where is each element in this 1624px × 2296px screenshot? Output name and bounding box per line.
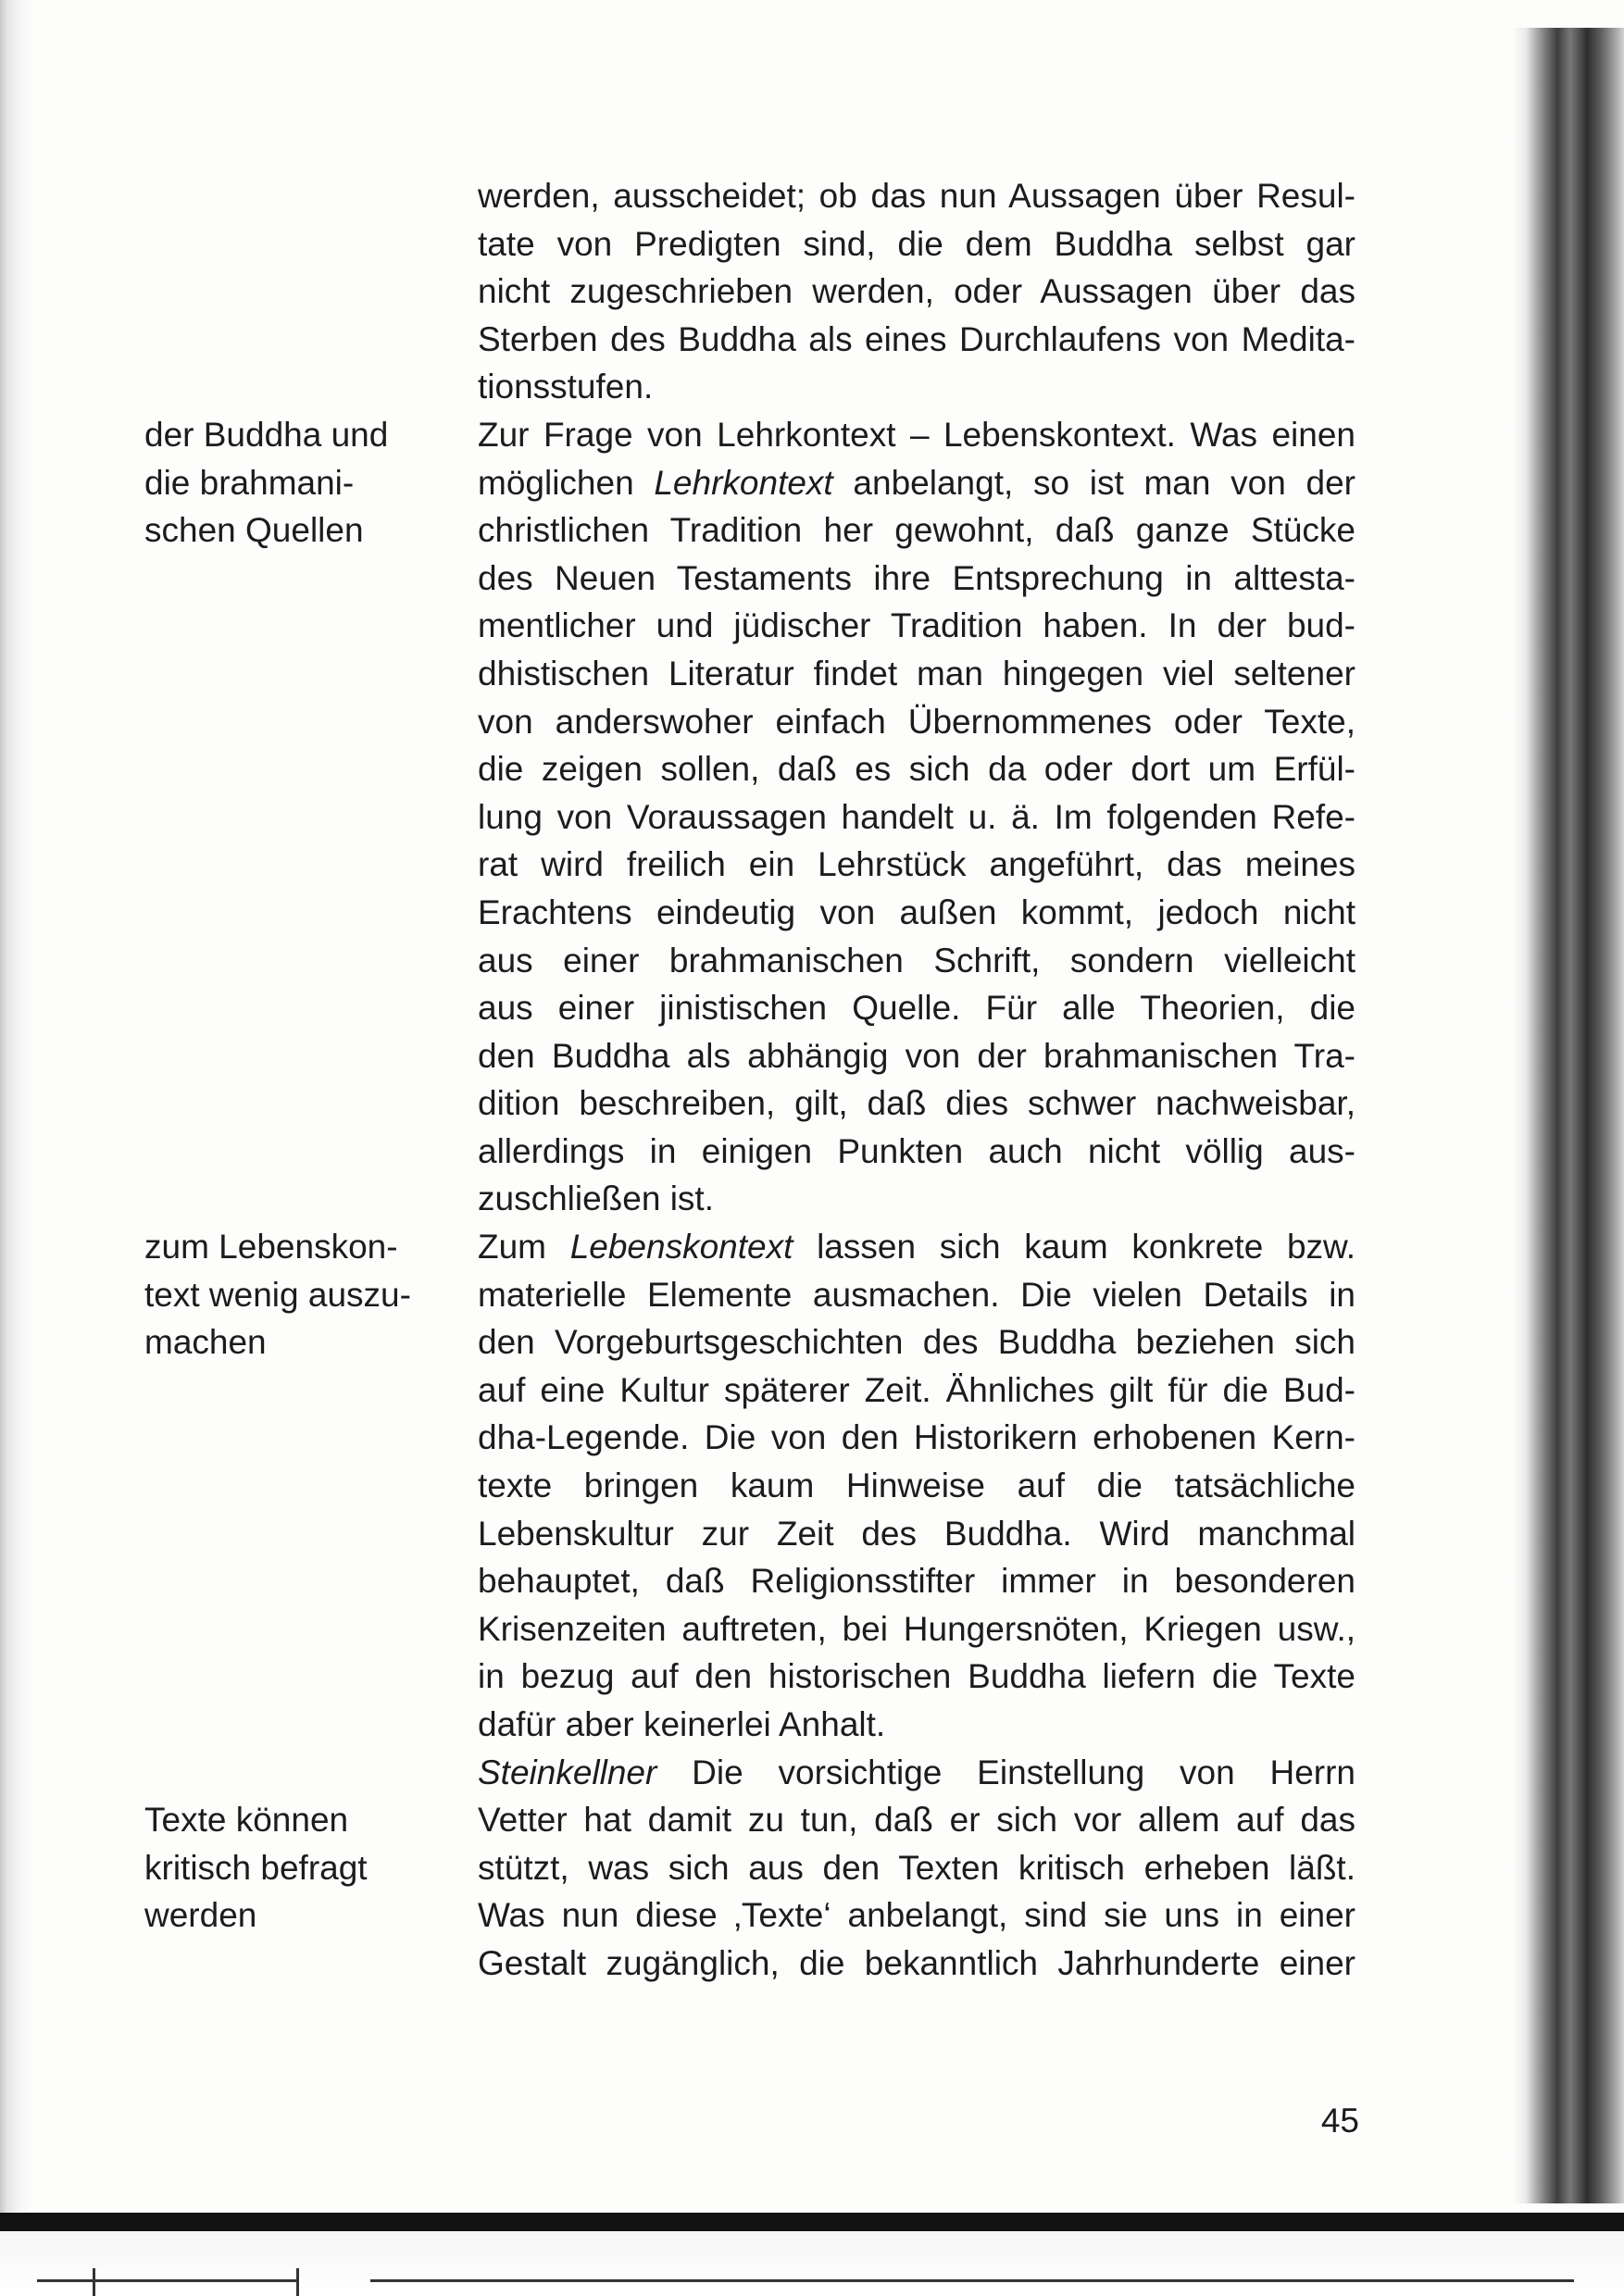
text-line: Was nun diese ‚Texte‘ anbelangt, sind sie uns in einer <box>478 1896 1355 1935</box>
text-line: dition beschreiben, gilt, daß dies schwer nachweisbar, <box>478 1084 1355 1123</box>
text-line: mentlicher und jüdischer Tradition haben. In der bud- <box>478 606 1355 645</box>
scan-bottom-rule <box>37 2279 296 2282</box>
text-line: Sterben des Buddha als eines Durchlaufens von Medita- <box>478 319 1355 358</box>
text-line: Gestalt zugänglich, die bekanntlich Jahrhunderte einer <box>478 1943 1355 1982</box>
text-line: behauptet, daß Religionsstifter immer in besonderen <box>478 1562 1355 1601</box>
margin-note-life-context <box>144 1223 441 1366</box>
text-line: materielle Elemente ausmachen. Die vielen Details in <box>478 1275 1355 1314</box>
text-line: Krisenzeiten auftreten, bei Hungersnöten, Kriegen usw., <box>478 1609 1355 1648</box>
page-number: 45 <box>1320 2102 1359 2140</box>
text-line: Vetter hat damit zu tun, daß er sich vor allem auf das <box>478 1801 1355 1840</box>
scan-bottom-rule <box>370 2279 1574 2282</box>
margin-note-line: text wenig auszu- <box>144 1275 411 1314</box>
text-line: dhistischen Literatur findet man hingegen viel seltener <box>478 654 1355 693</box>
margin-note-line: werden <box>144 1896 257 1935</box>
text-segment: Zum <box>478 1228 570 1267</box>
text-line: aus einer brahmanischen Schrift, sondern vielleicht <box>478 941 1355 980</box>
text-line <box>478 459 1355 507</box>
margin-note-line: zum Lebenskon- <box>144 1228 398 1266</box>
text-line: Zur Frage von Lehrkontext – Lebenskontext. Was einen <box>478 415 1355 454</box>
margin-note-buddha-brahmanic-sources <box>144 411 441 555</box>
margin-note-line: der Buddha und <box>144 416 389 454</box>
text-line: rat wird freilich ein Lehrstück angeführt, das meines <box>478 845 1355 884</box>
scan-binding-shadow <box>1513 28 1624 2203</box>
text-line: tate von Predigten sind, die dem Buddha selbst gar <box>478 224 1355 263</box>
text-line: dha-Legende. Die von den Historikern erhobenen Kern- <box>478 1418 1355 1457</box>
margin-note-texts-critical <box>144 1796 441 1940</box>
text-line: die zeigen sollen, daß es sich da oder dort um Erfül- <box>478 750 1355 789</box>
italic-term: Steinkellner <box>478 1753 657 1791</box>
text-line: allerdings in einigen Punkten auch nicht völlig aus- <box>478 1131 1355 1170</box>
text-segment: Die vorsichtige Einstellung von Herrn <box>656 1753 1355 1791</box>
text-line: texte bringen kaum Hinweise auf die tatsächliche <box>478 1466 1355 1505</box>
text-line: werden, ausscheidet; ob das nun Aussagen über Resul- <box>478 177 1355 215</box>
text-line: den Buddha als abhängig von der brahmanischen Tra- <box>478 1036 1355 1075</box>
text-line: den Vorgeburtsgeschichten des Buddha beziehen sich <box>478 1323 1355 1362</box>
text-line: des Neuen Testaments ihre Entsprechung in alttesta- <box>478 558 1355 597</box>
italic-term: Lehrkontext <box>654 463 833 502</box>
main-text-column <box>478 172 1355 1988</box>
text-line: Lebenskultur zur Zeit des Buddha. Wird manchmal <box>478 1514 1355 1553</box>
margin-note-line: schen Quellen <box>144 511 364 550</box>
text-line: von anderswoher einfach Übernommenes oder Texte, <box>478 702 1355 741</box>
text-segment: lassen sich kaum konkrete bzw. <box>793 1228 1356 1267</box>
text-line: dafür aber keinerlei Anhalt. <box>478 1705 886 1743</box>
scan-bottom-strip <box>0 2231 1624 2296</box>
text-line: auf eine Kultur späterer Zeit. Ähnliches gilt für die Bud- <box>478 1370 1355 1409</box>
text-line: Erachtens eindeutig von außen kommt, jedoch nicht <box>478 892 1355 931</box>
scan-bottom-bar <box>0 2213 1624 2231</box>
margin-note-line: machen <box>144 1323 267 1362</box>
margin-note-line: die brahmani- <box>144 463 355 502</box>
scan-bottom-tick <box>296 2268 299 2296</box>
text-line: aus einer jinistischen Quelle. Für alle Theorien, die <box>478 989 1355 1028</box>
text-line: in bezug auf den historischen Buddha liefern die Texte <box>478 1657 1355 1696</box>
text-line: nicht zugeschrieben werden, oder Aussagen über das <box>478 272 1355 311</box>
margin-note-line: Texte können <box>144 1801 349 1839</box>
text-segment: möglichen <box>478 463 655 502</box>
text-line: lung von Voraussagen handelt u. ä. Im folgenden Refe- <box>478 797 1355 836</box>
text-line <box>478 1223 1355 1271</box>
text-line: zuschließen ist. <box>478 1179 714 1218</box>
text-segment: anbelangt, so ist man von der <box>832 463 1355 502</box>
scan-bottom-tick <box>93 2268 95 2296</box>
text-line <box>478 1749 1355 1797</box>
scan-left-edge <box>0 0 31 2222</box>
margin-note-line: kritisch befragt <box>144 1848 368 1887</box>
text-line: tionsstufen. <box>478 368 654 406</box>
italic-term: Lebenskontext <box>569 1228 793 1267</box>
text-line: christlichen Tradition her gewohnt, daß ganze Stücke <box>478 511 1355 550</box>
text-line: stützt, was sich aus den Texten kritisch erheben läßt. <box>478 1848 1355 1887</box>
